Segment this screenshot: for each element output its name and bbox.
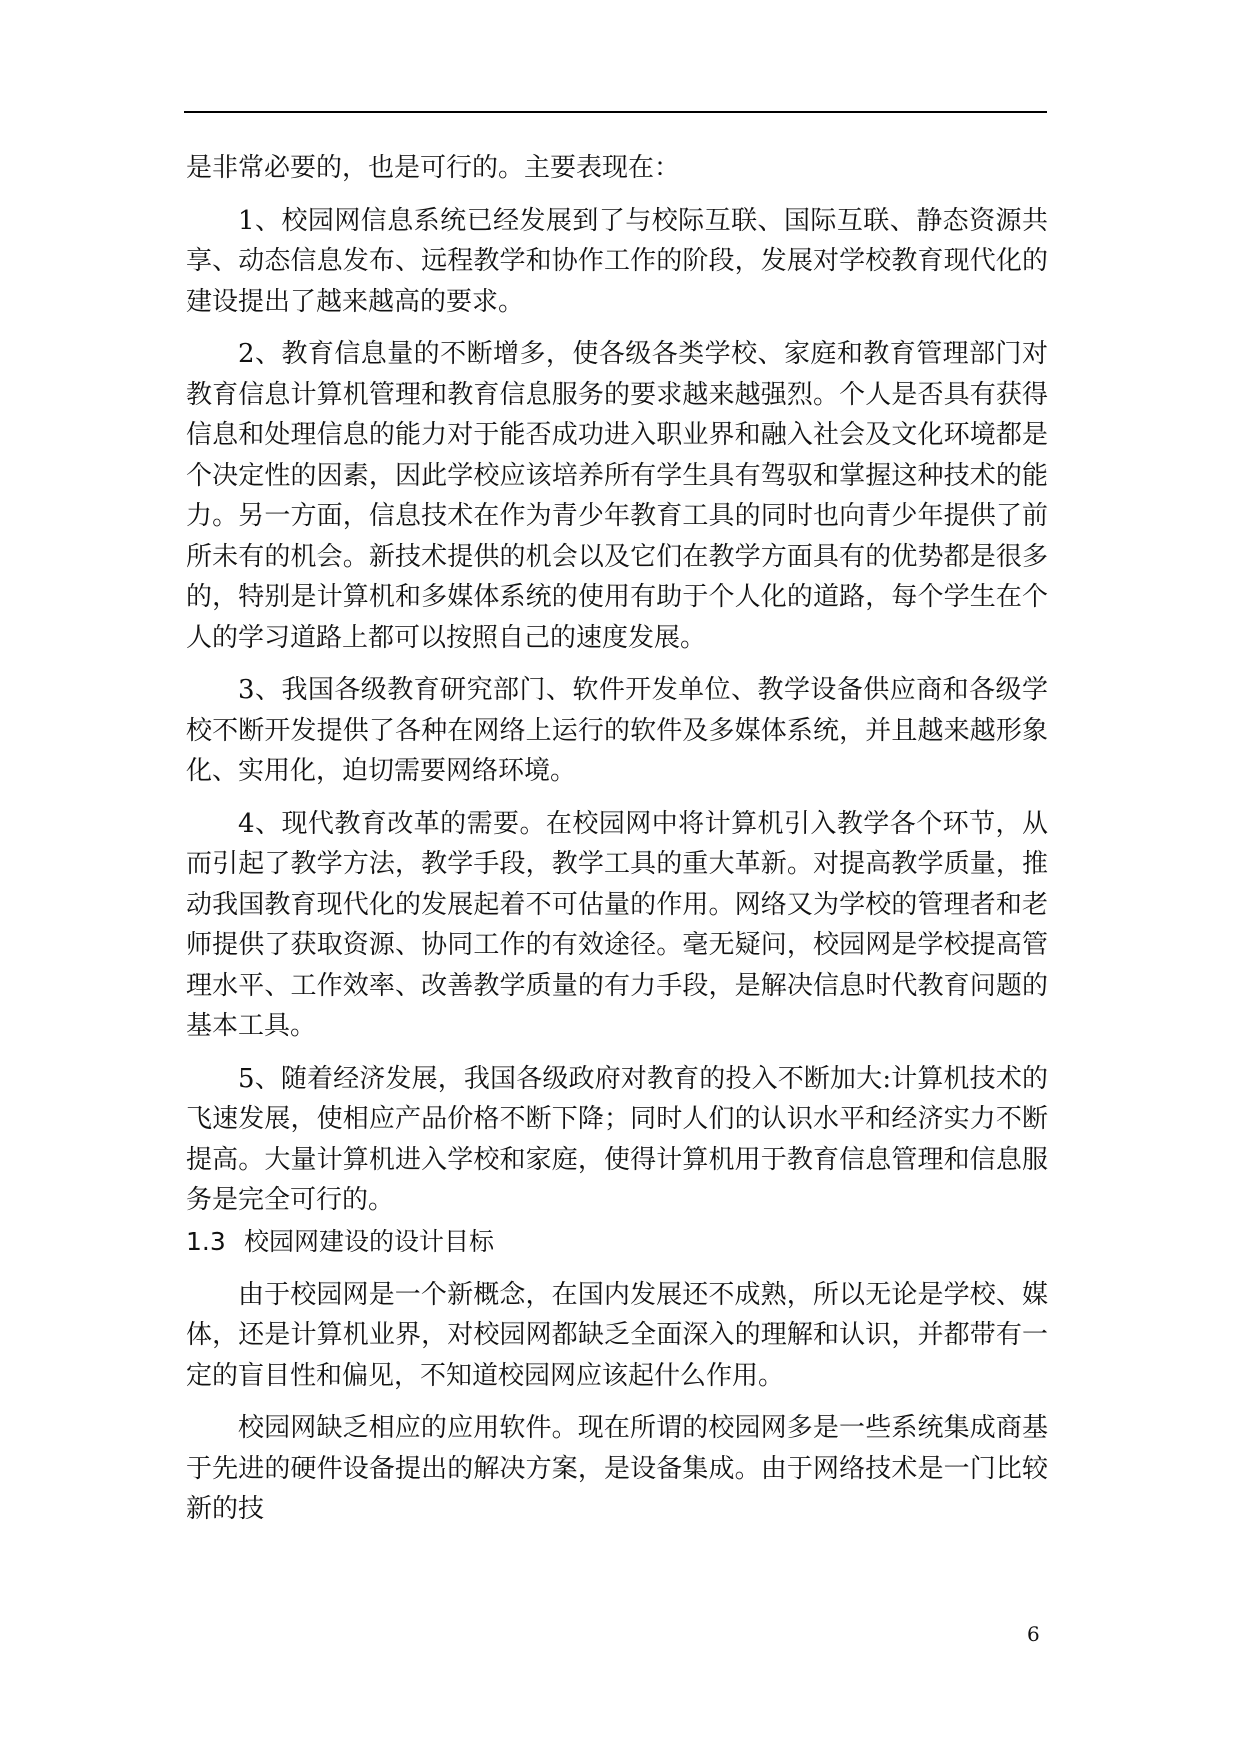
section-title: 校园网建设的设计目标 <box>244 1226 495 1256</box>
paragraph-item-1: 1、校园网信息系统已经发展到了与校际互联、国际互联、静态资源共享、动态信息发布、远程教学和协作工作的阶段，发展对学校教育现代化的建设提出了越来越高的要求。 <box>186 205 1048 317</box>
paragraph-item-3: 3、我国各级教育研究部门、软件开发单位、教学设备供应商和各级学校不断开发提供了各种在网络上运行的软件及多媒体系统，并且越来越形象化、实用化，迫切需要网络环境。 <box>186 675 1048 786</box>
paragraph-after-1: 由于校园网是一个新概念，在国内发展还不成熟，所以无论是学校、媒体，还是计算机业界，对校园网都缺乏全面深入的理解和认识，并都带有一定的盲目性和偏见，不知道校园网应该起什么作用。 <box>186 1279 1048 1391</box>
paragraph-after-2: 校园网缺乏相应的应用软件。现在所谓的校园网多是一些系统集成商基于先进的硬件设备提出的解决方案，是设备集成。由于网络技术是一门比较新的技 <box>186 1413 1048 1524</box>
page-number: 6 <box>1027 1622 1040 1646</box>
section-heading <box>186 1223 1048 1261</box>
header-rule <box>184 111 1047 113</box>
document-body <box>186 148 1048 1542</box>
paragraph-item-4: 4、现代教育改革的需要。在校园网中将计算机引入教学各个环节，从而引起了教学方法，教学手段，教学工具的重大革新。对提高教学质量，推动我国教育现代化的发展起着不可估量的作用。网络又为学校的管理者和老师提供了获取资源、协同工作的有效途径。毫无疑问，校园网是学校提高管理水平、工作效率、改善教学质量的有力手段，是解决信息时代教育问题的基本工具。 <box>186 808 1048 1041</box>
paragraph-item-5: 5、随着经济发展，我国各级政府对教育的投入不断加大:计算机技术的飞速发展，使相应产品价格不断下降；同时人们的认识水平和经济实力不断提高。大量计算机进入学校和家庭，使得计算机用于教育信息管理和信息服务是完全可行的。 <box>186 1063 1048 1215</box>
section-number: 1.3 <box>186 1226 226 1256</box>
paragraph-intro: 是非常必要的，也是可行的。主要表现在： <box>186 153 681 183</box>
paragraph-item-2: 2、教育信息量的不断增多，使各级各类学校、家庭和教育管理部门对教育信息计算机管理和教育信息服务的要求越来越强烈。个人是否具有获得信息和处理信息的能力对于能否成功进入职业界和融入社会及文化环境都是个决定性的因素，因此学校应该培养所有学生具有驾驭和掌握这种技术的能力。另一方面，信息技术在作为青少年教育工具的同时也向青少年提供了前所未有的机会。新技术提供的机会以及它们在教学方面具有的优势都是很多的，特别是计算机和多媒体系统的使用有助于个人化的道路，每个学生在个人的学习道路上都可以按照自己的速度发展。 <box>186 339 1048 653</box>
